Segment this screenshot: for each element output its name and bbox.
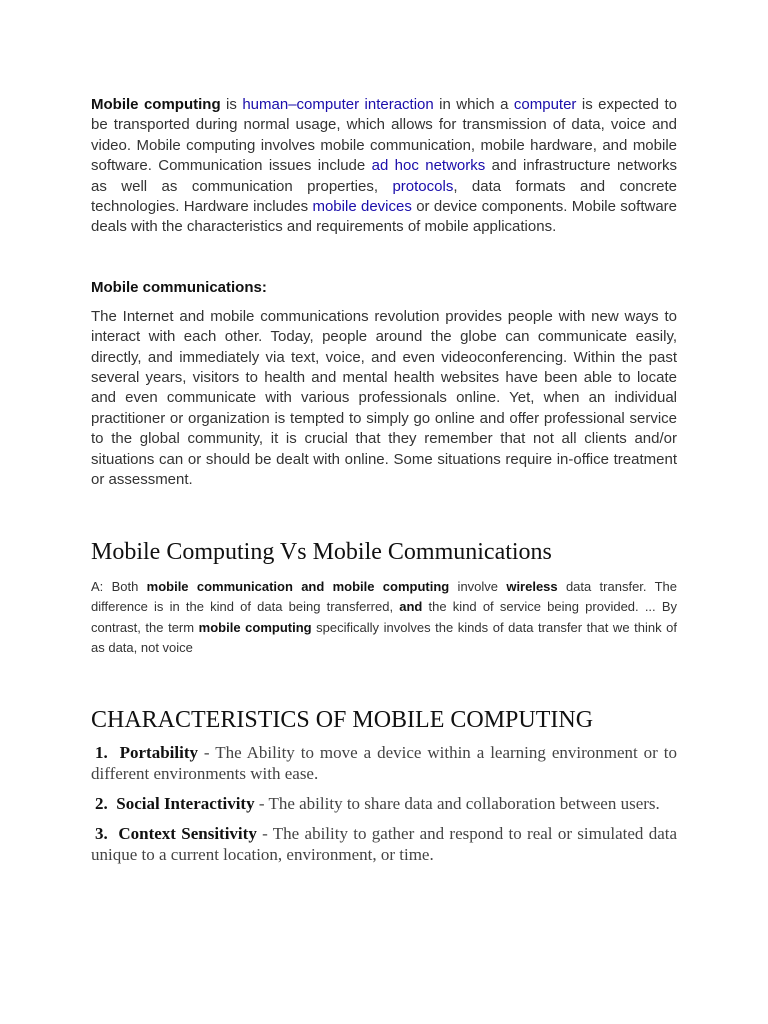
intro-text: is expected to be transported during normal usage, which allows for transmission of data, voice and video. Mobile computing involves mobile communication, mobile hardware, and mobile software. Communication issues include <box>91 96 677 175</box>
item-text: The Ability to move a device within a learning environment or to different environments with ease. <box>91 742 677 783</box>
item-title: Social Interactivity <box>116 793 255 813</box>
characteristic-item <box>91 793 677 814</box>
link-protocols[interactable]: protocols <box>392 177 454 195</box>
vs-paragraph <box>91 577 677 659</box>
intro-paragraph <box>91 95 677 238</box>
link-ad-hoc-networks[interactable]: ad hoc networks <box>371 157 486 175</box>
item-separator: - <box>256 823 273 843</box>
item-text: The ability to gather and respond to real or simulated data unique to a current location, environment, or time. <box>91 823 678 864</box>
term-mobile-computing: Mobile computing <box>91 96 221 113</box>
vs-text: A: Both <box>91 578 147 594</box>
characteristic-item <box>91 823 677 865</box>
vs-heading: Mobile Computing Vs Mobile Communications <box>91 538 552 565</box>
intro-text: or device components. Mobile software deals with the characteristics and requirements of mobile applications. <box>91 198 677 236</box>
vs-bold: wireless <box>506 578 558 594</box>
item-number: 1. <box>95 742 108 762</box>
characteristics-heading: CHARACTERISTICS OF MOBILE COMPUTING <box>91 706 594 733</box>
item-separator: - <box>198 742 216 762</box>
link-human-computer-interaction[interactable]: human–computer interaction <box>242 96 434 113</box>
intro-text: in which a <box>433 96 514 113</box>
vs-text: data transfer. The difference is in the kind of data being transferred, <box>91 578 677 615</box>
characteristic-item <box>91 742 677 784</box>
intro-text: and infrastructure networks as well as communication properties, <box>91 157 677 195</box>
vs-text: involve <box>449 578 507 594</box>
mobile-communications-paragraph: The Internet and mobile communications revolution provides people with new ways to interact with each other. Today, people around the globe can communicate easily, directly, and immediately via text, voice, and even videoconferencing. Within the past several years, visitors to health and mental health websites have been able to locate and even communicate with various professionals online. Yet, when an individual practitioner or organization is tempted to simply go online and offer professional service to the global community, it is crucial that they remember that not all clients and/or situations can or should be dealt with online. Some situations require in-office treatment or assessment. <box>91 307 677 489</box>
vs-bold: mobile communication and mobile computing <box>146 578 450 594</box>
intro-text: , data formats and concrete technologies. Hardware includes <box>91 177 677 216</box>
link-mobile-devices[interactable]: mobile devices <box>312 198 412 216</box>
item-number: 2. <box>95 793 108 813</box>
vs-bold: mobile computing <box>198 619 312 635</box>
item-title: Portability <box>119 742 198 762</box>
item-number: 3. <box>95 823 108 843</box>
item-title: Context Sensitivity <box>118 823 257 843</box>
vs-text: specifically involves the kinds of data transfer that we think of as data, not voice <box>91 619 678 656</box>
item-separator: - <box>254 793 269 813</box>
link-computer[interactable]: computer <box>513 96 577 113</box>
vs-text: the kind of service being provided. ... By contrast, the term <box>91 599 677 635</box>
item-text: The ability to share data and collaboration between users. <box>268 793 660 813</box>
intro-text: is <box>220 96 243 113</box>
mobile-communications-heading: Mobile communications: <box>91 278 267 296</box>
vs-bold: and <box>399 599 423 615</box>
